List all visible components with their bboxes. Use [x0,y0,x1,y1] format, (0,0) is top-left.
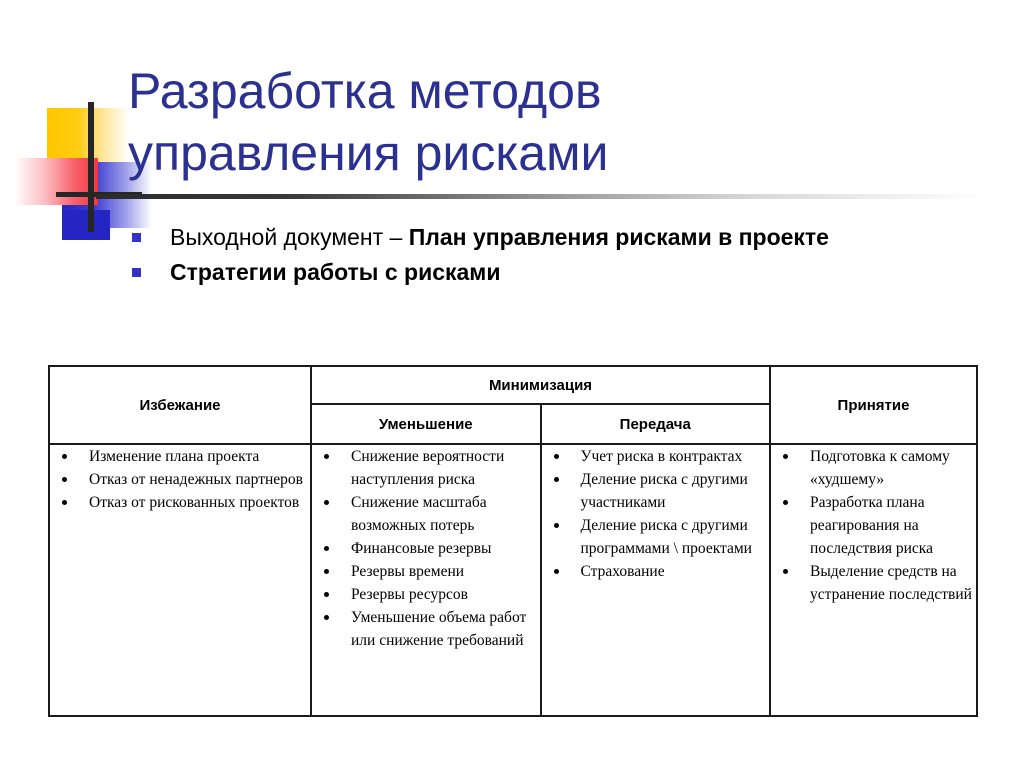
list-item [312,560,540,583]
list-item [542,468,770,514]
bullet-text [170,222,829,253]
list-item-label: Выделение средств на устранение последствий [810,563,972,603]
risk-strategies-table [48,365,978,717]
bullet-dot-icon [783,500,788,505]
cell-list-reduction [312,445,540,652]
cell-transfer [541,444,771,716]
list-item [312,491,540,537]
list-item-label: Снижение масштаба возможных потерь [351,494,487,534]
list-item-label: Подготовка к самому «худшему» [810,448,950,488]
list-item [542,560,770,583]
bullet-dot-icon [783,569,788,574]
bullet-text-bold: План управления рисками в проекте [408,224,829,250]
list-item [771,445,976,491]
list-item-label: Деление риска с другими программами \ проектами [580,517,752,557]
list-item-label: Учет риска в контрактах [580,448,743,465]
header-avoidance: Избежание [49,366,311,444]
page-title [128,60,868,184]
bullet-dot-icon [324,546,329,551]
header-acceptance: Принятие [770,366,977,444]
list-item-label: Снижение вероятности наступления риска [351,448,505,488]
cell-list-avoidance [50,445,310,514]
bullet-dot-icon [324,592,329,597]
bullet-dot-icon [783,454,788,459]
cell-list-transfer [542,445,770,583]
bullet-list [132,222,922,292]
list-item-label: Уменьшение объема работ или снижение требований [351,609,527,649]
table-header-row-top [49,366,977,404]
list-item-label: Отказ от рискованных проектов [89,494,300,511]
list-item [312,537,540,560]
list-item [132,257,922,288]
bullet-dot-icon [324,569,329,574]
bullet-dot-icon [324,454,329,459]
list-item-label: Резервы времени [351,563,465,580]
list-item [542,445,770,468]
list-item [542,514,770,560]
list-item [312,606,540,652]
cell-list-acceptance [771,445,976,606]
header-reduction: Уменьшение [311,404,541,444]
bullet-dot-icon [324,500,329,505]
square-bullet-icon [132,233,141,242]
bullet-dot-icon [554,477,559,482]
list-item [312,445,540,491]
bullet-dot-icon [62,454,67,459]
decorative-blue-square-small [62,210,110,240]
header-transfer: Передача [541,404,771,444]
bullet-text [170,257,500,288]
cell-reduction [311,444,541,716]
bullet-text-normal: Выходной документ – [170,224,409,250]
list-item-label: Резервы ресурсов [351,586,468,603]
header-minimization: Минимизация [311,366,770,404]
square-bullet-icon [132,268,141,277]
list-item [50,445,310,468]
list-item [312,583,540,606]
bullet-dot-icon [554,569,559,574]
decorative-red-square [14,158,98,205]
list-item-label: Страхование [580,563,665,580]
bullet-dot-icon [62,500,67,505]
list-item [771,560,976,606]
list-item [50,468,310,491]
list-item [132,222,922,253]
list-item-label: Деление риска с другими участниками [580,471,748,511]
list-item-label: Изменение плана проекта [89,448,260,465]
bullet-dot-icon [324,615,329,620]
bullet-dot-icon [62,477,67,482]
page-title-line-2: управления рисками [128,124,609,181]
cell-avoidance [49,444,311,716]
list-item-label: Разработка плана реагирования на последствия риска [810,494,933,557]
cell-acceptance [770,444,977,716]
list-item-label: Финансовые резервы [351,540,492,557]
bullet-dot-icon [554,454,559,459]
list-item-label: Отказ от ненадежных партнеров [89,471,303,488]
list-item [50,491,310,514]
bullet-dot-icon [554,523,559,528]
title-underline-rule [96,194,986,199]
table-row [49,444,977,716]
page-title-line-1: Разработка методов [128,62,602,119]
decorative-vertical-bar [88,102,94,232]
list-item [771,491,976,560]
bullet-text-bold: Стратегии работы с рисками [170,259,501,285]
